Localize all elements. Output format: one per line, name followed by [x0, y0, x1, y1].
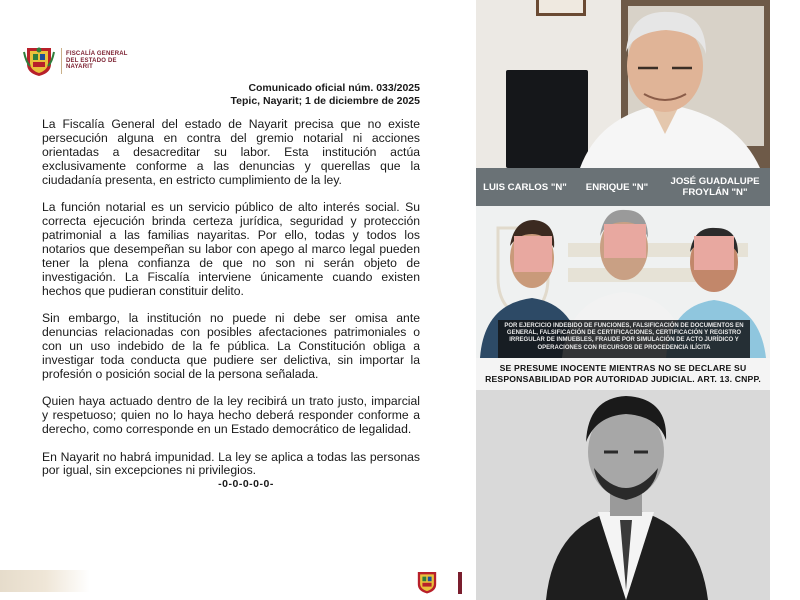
- photo-column: [476, 0, 770, 600]
- release-place-date: Tepic, Nayarit; 1 de diciembre de 2025: [230, 95, 420, 107]
- paragraph-4: Quien haya actuado dentro de la ley recibirá un trato justo, imparcial y respetuoso; quien no lo haya hecho deberá responder conforme a derecho, como corresponde en un Estado democrático de legalidad.: [42, 394, 420, 436]
- photo-detainees: [476, 168, 770, 390]
- face-blur-2: [604, 224, 646, 258]
- logo-divider: [61, 48, 62, 74]
- charges-caption: POR EJERCICIO INDEBIDO DE FUNCIONES, FALSIFICACIÓN DE DOCUMENTOS EN GENERAL, FALSIFICACIÓN DE CERTIFICACIONES, CERTIFICACIÓN Y REGISTRO IRREGULAR DE INMUEBLES, FRAUDE POR SIMULACIÓN DE ACTO JURÍDICO Y OPERACIONES CON RECURSOS DE PROCEDENCIA ILÍCITA: [498, 320, 750, 358]
- logo-line-1: FISCALÍA GENERAL: [66, 51, 128, 58]
- face-blur-1: [514, 236, 552, 272]
- footer-stripe: [0, 570, 90, 592]
- logo-line-2: DEL ESTADO DE: [66, 57, 117, 64]
- photo-official-at-desk: [476, 0, 770, 168]
- closing-mark: -0-0-0-0-0-: [218, 478, 274, 491]
- release-number: Comunicado oficial núm. 033/2025: [248, 82, 420, 94]
- fiscalia-logo: [22, 44, 128, 78]
- paragraph-2: La función notarial es un servicio público de alto interés social. Su correcta ejecución brinda certeza jurídica, seguridad y protección patrimonial a las familias nayaritas. Por ello, todas y todos los notarios que desempeñan su labor con apego al marco legal pueden tener la plena confianza de que no son ni serán objeto de investigación. La Fiscalía interviene únicamente cuando existen hechos que pudieran constituir delito.: [42, 200, 420, 298]
- paragraph-1: La Fiscalía General del estado de Nayarit precisa que no existe persecución alguna en contra del gremio notarial ni acciones orientadas a desacreditar su labor. Esta institución actúa exclusivamente conforme a las denuncias y querellas que la ciudadanía presenta, en estricto cumplimiento de la ley.: [42, 117, 420, 187]
- logo-line-3: NAYARIT: [66, 64, 93, 71]
- detainee-name-3: JOSÉ GUADALUPE FROYLÁN "N": [670, 176, 760, 198]
- paragraph-3: Sin embargo, la institución no puede ni debe ser omisa ante denuncias relacionadas con posibles afectaciones patrimoniales o con un uso indebido de la fe pública. La Constitución obliga a investigar toda conducta que pudiere ser delictiva, sin importar la profesión o posición social de la persona señalada.: [42, 311, 420, 381]
- detainee-names-banner: [476, 168, 770, 206]
- official-figure: [560, 4, 770, 168]
- photo-portrait: [476, 390, 770, 600]
- release-reference: [231, 82, 420, 108]
- logo-wordmark: [66, 51, 128, 71]
- face-blur-3: [694, 236, 734, 270]
- detainee-name-2: ENRIQUE "N": [585, 181, 649, 193]
- footer-crest-icon: [414, 569, 440, 595]
- paragraph-5: En Nayarit no habrá impunidad. La ley se aplica a todas las personas por igual, sin excepciones ni privilegios.: [42, 449, 420, 478]
- release-body: [42, 118, 420, 492]
- portrait-figure: [476, 390, 770, 600]
- nayarit-crest-icon: [22, 44, 56, 78]
- footer-accent-bar: [458, 572, 462, 594]
- detainee-name-1: LUIS CARLOS "N": [483, 181, 567, 193]
- presumption-notice: SE PRESUME INOCENTE MIENTRAS NO SE DECLARE SU RESPONSABILIDAD POR AUTORIDAD JUDICIAL. ART. 13. CNPP.: [476, 358, 770, 390]
